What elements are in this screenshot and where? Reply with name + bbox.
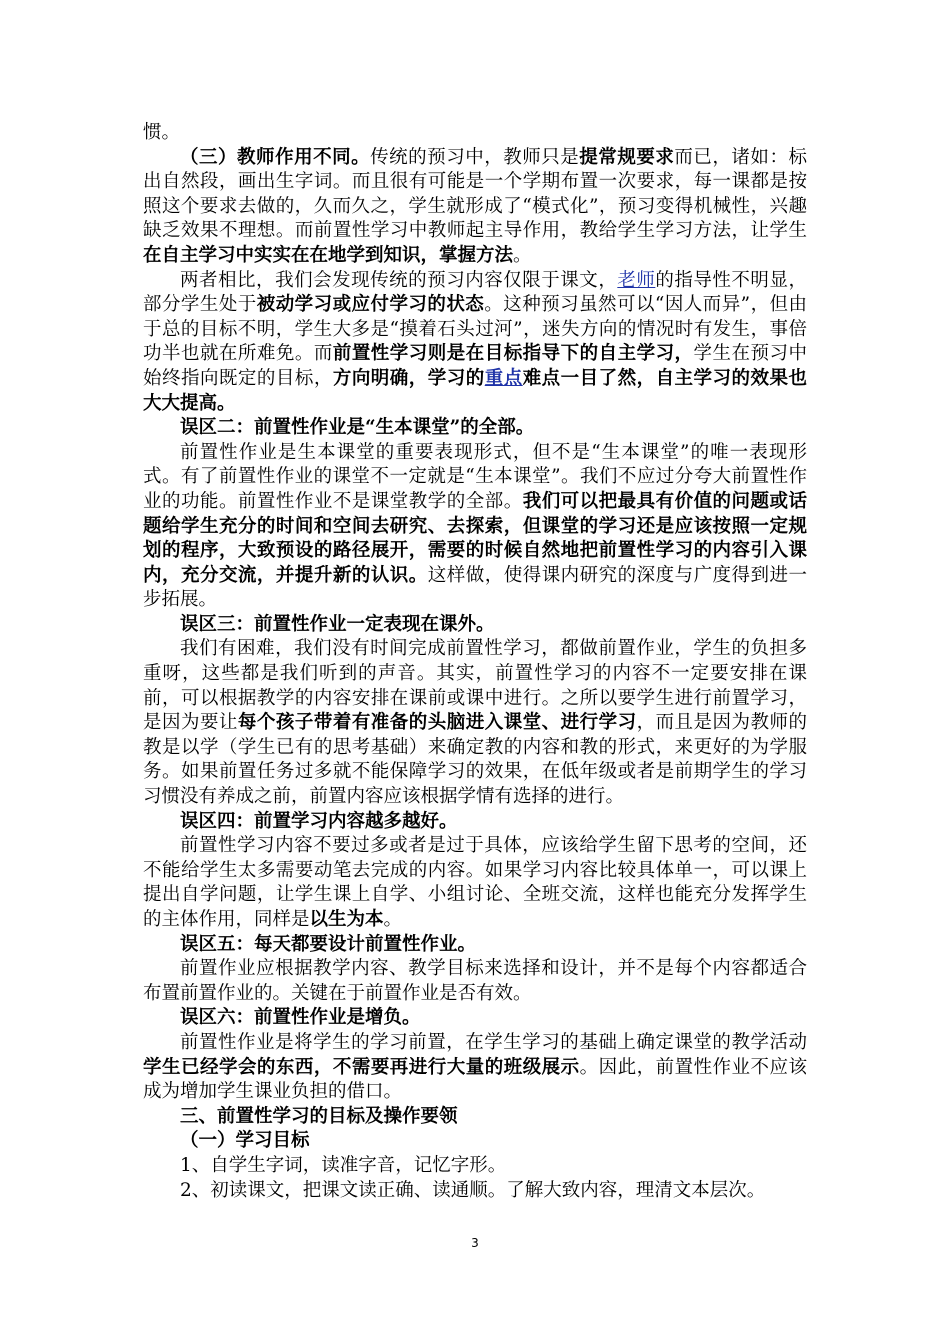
heading-misconception-5: 误区五：每天都要设计前置性作业。: [180, 933, 477, 955]
link-teacher[interactable]: 老师: [617, 269, 656, 291]
bold-text: 提常规要求: [579, 146, 675, 168]
list-item: 1、自学生字词，读准字音，记忆字形。: [180, 1154, 507, 1176]
heading-misconception-3: 误区三：前置性作业一定表现在课外。: [180, 613, 495, 635]
page-number: 3: [471, 1236, 479, 1250]
bold-text: 每个孩子带着有准备的头脑进入课堂、进行学习: [237, 712, 637, 734]
paragraph-misconception-6: 前置性作业是将学生的学习前置，在学生学习的基础上确定课堂的教学活动学生已经学会的东西，不需要再进行大量的班级展示。因此，前置性作业不应该成为增加学生课业负担的借口。: [143, 1031, 807, 1103]
heading-misconception-2: 误区二：前置性作业是“生本课堂”的全部。: [180, 417, 535, 439]
heading-section-3: 三、前置性学习的目标及操作要领: [180, 1105, 458, 1127]
paragraph-comparison: 两者相比，我们会发现传统的预习内容仅限于课文，老师的指导性不明显，部分学生处于被动学习或应付学习的状态。这种预习虽然可以“因人而异”，但由于总的目标不明，学生大多是“摸着石头过河”，迷失方向的情况时有发生，事倍功半也就在所难免。而前置性学习则是在目标指导下的自主学习，学生在预习中始终指向既定的目标，方向明确，学习的重点难点一目了然，自主学习的效果也大大提高。: [143, 269, 807, 414]
bold-text: 以生为本: [309, 909, 384, 930]
document-body: [143, 121, 807, 1203]
bold-text: 难点一目了然，自主学习的效果也大大提高。: [143, 367, 807, 414]
bold-text: （三）教师作用不同。: [180, 146, 371, 168]
bold-text: 前置性学习则是在目标指导下的自主学习，: [332, 343, 694, 365]
paragraph-teacher-role: （三）教师作用不同。传统的预习中，教师只是提常规要求而已，诸如：标出自然段，画出生字词。而且很有可能是一个学期布置一次要求，每一课都是按照这个要求去做的，久而久之，学生就形成了“模式化”，预习变得机械性，兴趣缺乏效果不理想。而前置性学习中教师起主导作用，教给学生学习方法，让学生在自主学习中实实在在地学到知识，掌握方法。: [143, 146, 807, 266]
paragraph-misconception-5: 前置作业应根据教学内容、教学目标来选择和设计，并不是每个内容都适合布置前置作业的。关键在于前置作业是否有效。: [143, 958, 807, 1004]
heading-misconception-4: 误区四：前置学习内容越多越好。: [180, 810, 458, 832]
bold-text: 方向明确，学习的: [332, 367, 485, 389]
bold-text: 我们可以把最具有价值的问题或话题给学生充分的时间和空间去研究、去探索，但课堂的学习还是应该按照一定规划的程序，大致预设的路径展开，需要的时候自然地把前置性学习的内容引入课内，充分交流，并提升新的认识。: [143, 490, 807, 586]
paragraph-misconception-2: 前置性作业是生本课堂的重要表现形式，但不是“生本课堂”的唯一表现形式。有了前置性作业的课堂不一定就是“生本课堂”。我们不应过分夸大前置性作业的功能。前置性作业不是课堂教学的全部。我们可以把最具有价值的问题或话题给学生充分的时间和空间去研究、去探索，但课堂的学习还是应该按照一定规划的程序，大致预设的路径展开，需要的时候自然地把前置性学习的内容引入课内，充分交流，并提升新的认识。这样做，使得课内研究的深度与广度得到进一步拓展。: [143, 441, 807, 611]
heading-learning-goals: （一）学习目标: [180, 1130, 310, 1152]
bold-text: 被动学习或应付学习的状态: [256, 294, 485, 316]
paragraph-misconception-4: 前置性学习内容不要过多或者是过于具体，应该给学生留下思考的空间，还不能给学生太多需要动笔去完成的内容。如果学习内容比较具体单一，可以课上提出自学问题，让学生课上自学、小组讨论、全班交流，这样也能充分发挥学生的主体作用，同样是以生为本。: [143, 835, 807, 930]
heading-misconception-6: 误区六：前置性作业是增负。: [180, 1007, 421, 1029]
paragraph-continuation: 惯。: [143, 122, 181, 143]
paragraph-misconception-3: 我们有困难，我们没有时间完成前置性学习，都做前置作业，学生的负担多重呀，这些都是我们听到的声音。其实，前置性学习的内容不一定要安排在课前，可以根据教学的内容安排在课前或课中进行。之所以要学生进行前置学习，是因为要让每个孩子带着有准备的头脑进入课堂、进行学习，而且是因为教师的教是以学（学生已有的思考基础）来确定教的内容和教的形式，来更好的为学服务。如果前置任务过多就不能保障学习的效果，在低年级或者是前期学生的学习习惯没有养成之前，前置内容应该根据学情有选择的进行。: [143, 638, 807, 808]
bold-text: 在自主学习中实实在在地学到知识，掌握方法: [143, 244, 514, 266]
list-item: 2、初读课文，把课文读正确、读通顺。了解大致内容，理清文本层次。: [180, 1179, 766, 1201]
bold-text: 学生已经学会的东西，不需要再进行大量的班级展示: [143, 1056, 580, 1078]
link-key-point[interactable]: 重点: [484, 367, 523, 389]
